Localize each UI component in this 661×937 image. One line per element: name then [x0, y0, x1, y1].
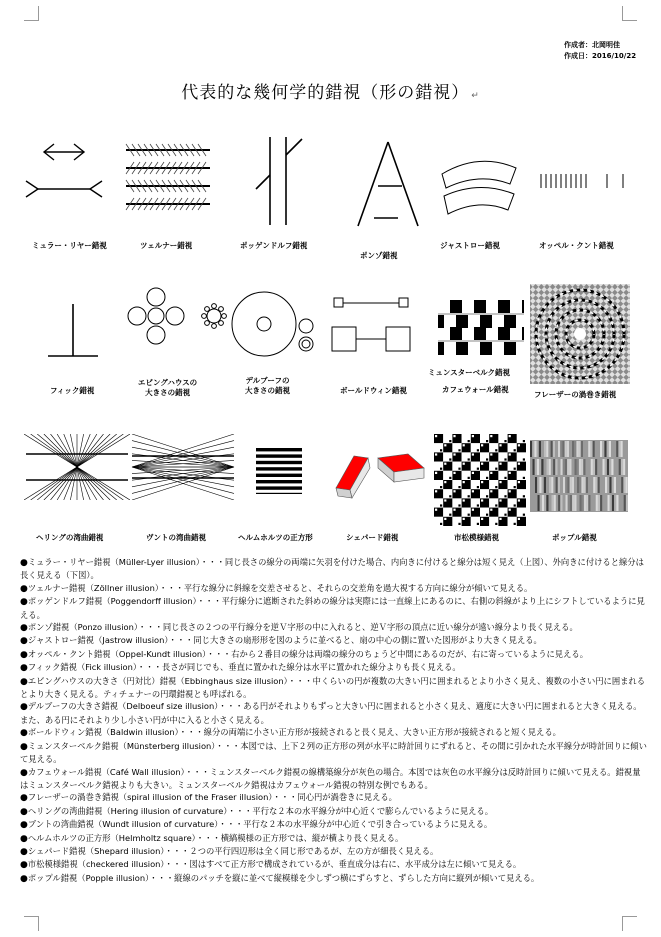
caption-wundt: ヴントの湾曲錯視: [146, 533, 206, 542]
poggendorff-figure: [248, 135, 308, 227]
document-meta: [564, 40, 636, 62]
caption-zollner: ツェルナー錯視: [140, 241, 193, 250]
desc-item: ●フレーザーの渦巻き錯視（spiral illusion of the Fraser illusion）・・・同心円が渦巻きに見える。: [20, 792, 397, 804]
caption-ebbinghaus-text: エビングハウスの 大きさの錯視: [138, 378, 198, 397]
desc-item: ●フィック錯視（Fick illusion）・・・長さが同じでも、垂直に置かれた線分は水平に置かれた線分よりも長く見える。: [20, 662, 461, 674]
caption-baldwin: ボールドウィン錯視: [340, 386, 407, 395]
crop-mark-top-right: [622, 6, 637, 21]
crop-mark-bottom-left: [24, 916, 39, 931]
desc-item: ●ポップル錯視（Popple illusion）・・・縦線のパッチを縦に並べて縦模様を少しずつ横にずらすと、ずらした方向に縦列が傾いて見える。: [20, 872, 540, 884]
muller-lyer-figure: [24, 140, 104, 205]
baldwin-figure: [330, 293, 412, 361]
checkered-figure: [434, 434, 526, 526]
caption-fraser: フレーザーの渦巻き錯視: [534, 390, 617, 399]
desc-item: ●ヘルムホルツの正方形（Helmholtz square）・・・横縞模様の正方形では、縦が横より長く見える。: [20, 832, 404, 844]
fick-figure: [38, 300, 108, 360]
caption-cafe-wall: カフェウォール錯視: [442, 385, 509, 394]
caption-poggendorff: ポッゲンドルフ錯視: [240, 241, 308, 250]
jastrow-figure: [436, 150, 522, 222]
caption-hering: ヘリングの湾曲錯視: [36, 533, 104, 542]
page-title: [0, 78, 661, 103]
caption-munsterberg: ミュンスターベルク錯視: [428, 368, 510, 377]
caption-muller-lyer: ミュラー・リヤー錯視: [32, 241, 107, 250]
fraser-spiral-figure: [530, 284, 630, 384]
description-list: [20, 556, 648, 885]
desc-item: ●カフェウォール錯視（Café Wall illusion）・・・ミュンスターベルク錯視の線構築線分が灰色の場合。本図では灰色の水平線分は反時計回りに傾いて見える。錯視量はミュンスターベルク錯視よりも大きい。ミュンスターベルク錯視はカフェウォール錯視の特別な例でもある。: [20, 766, 641, 790]
ponzo-figure: [350, 138, 426, 228]
desc-item: ●市松模様錯視（checkered illusion）・・・図はすべて正方形で構成されているが、垂直成分は右に、水平成分は左に傾いて見える。: [20, 859, 522, 871]
page-title-text: 代表的な幾何学的錯視（形の錯視）: [181, 83, 470, 103]
munsterberg-figure: [438, 296, 524, 356]
caption-checkered: 市松模様錯視: [454, 533, 499, 542]
caption-delboeuf-text: デルブーフの 大きさの錯視: [245, 376, 290, 395]
caption-oppel-kundt: オッペル・クント錯視: [539, 241, 614, 250]
crop-mark-top-left: [24, 6, 39, 21]
caption-ebbinghaus: [138, 378, 197, 398]
shepard-figure: [334, 446, 426, 500]
caption-shepard: シェパード錯視: [346, 533, 399, 542]
desc-item: ●ポンゾ錯視（Ponzo illusion）・・・同じ長さの２つの平行線分を逆Ｖ字形の中に入れると、逆Ｖ字形の頂点に近い線分が遠い線分より長く見える。: [20, 622, 578, 634]
wundt-figure: [130, 434, 236, 500]
zollner-figure: [122, 140, 214, 224]
caption-delboeuf: [245, 376, 290, 396]
desc-item: ●エビングハウスの大きさ（円対比）錯視（Ebbinghaus size illusion）・・・中くらいの円が複数の大きい円に囲まれるとより小さく見え、複数の小さい円に囲まれるとより大きく見える。ティチェナーの円環錯視とも呼ばれる。: [20, 675, 646, 700]
desc-item: ●ジャストロー錯視（Jastrow illusion）・・・同じ大きさの扇形形を図のように並べると、扇の中心の側に置いた図形がより大きく見える。: [20, 635, 542, 647]
popple-figure: [530, 440, 628, 512]
desc-item: ●ツェルナー錯視（Zöllner illusion）・・・平行な線分に斜線を交差させると、それらの交差角を過大視する方向に線分が傾いて見える。: [20, 582, 533, 594]
date-label: 作成日：2016/10/22: [564, 52, 637, 60]
author-label: 作成者：北岡明佳: [564, 41, 620, 49]
desc-item: ●ポッゲンドルフ錯視（Poggendorff illusion）・・・平行線分に遮断された斜めの線分は実際には一直線上にあるのに、右側の斜線がより上にシフトしているように見える。: [20, 596, 645, 620]
desc-item: ●オッペル・クント錯視（Oppel-Kundt illusion）・・・右から２番目の線分は両端の線分のちょうど中間にあるのだが、右に寄っているように見える。: [20, 648, 588, 660]
caption-helmholtz: ヘルムホルツの正方形: [238, 533, 313, 542]
hering-figure: [24, 434, 130, 500]
delboeuf-figure: [228, 286, 320, 368]
desc-item: ●ミュラー・リヤー錯視（Müller-Lyer illusion）・・・同じ長さの線分の両端に矢羽を付けた場合、内向きに付けると線分は短く見え（上図）、外向きに付けると線分は長く見える（下図）。: [20, 557, 644, 581]
oppel-kundt-figure: [537, 172, 627, 190]
caption-ponzo: ポンゾ錯視: [360, 251, 398, 260]
ebbinghaus-figure: [124, 284, 228, 350]
return-mark: ↵: [471, 91, 480, 101]
caption-jastrow: ジャストロー錯視: [440, 241, 500, 250]
desc-item: ●ボールドウィン錯視（Baldwin illusion）・・・線分の両端に小さい正方形が接続されると長く見え、大きい正方形が接続されると短く見える。: [20, 727, 561, 739]
desc-item: ●ブントの湾曲錯視（Wundt illusion of curvature）・・・平行な２本の水平線分が中心近くで引き合っているように見える。: [20, 819, 493, 831]
caption-fick: フィック錯視: [50, 386, 95, 395]
desc-item: ●ミュンスターベルク錯視（Münsterberg illusion）・・・本図では、上下２列の正方形の列が水平に時計回りにずれると、その間に引かれた水平線分が時計回りに傾いて見える。: [20, 740, 647, 765]
crop-mark-bottom-right: [622, 916, 637, 931]
desc-item: ●ヘリングの湾曲錯視（Hering illusion of curvature）・・・平行な２本の水平線分が中心近くで膨らんでいるように見える。: [20, 805, 494, 817]
desc-item: ●デルブーフの大きさ錯視（Delboeuf size illusion）・・・ある円がそれよりもずっと大きい円に囲まれると小さく見え、適度に大きい円に囲まれると大きく見える。また、ある円にそれより少し小さい円が中に入ると小さく見える。: [20, 701, 642, 725]
helmholtz-square-figure: [256, 448, 302, 494]
caption-popple: ポップル錯視: [552, 533, 597, 542]
desc-item: ●シェパード錯視（Shepard illusion）・・・２つの平行四辺形は全く同じ形であるが、左の方が細長く見える。: [20, 845, 439, 857]
